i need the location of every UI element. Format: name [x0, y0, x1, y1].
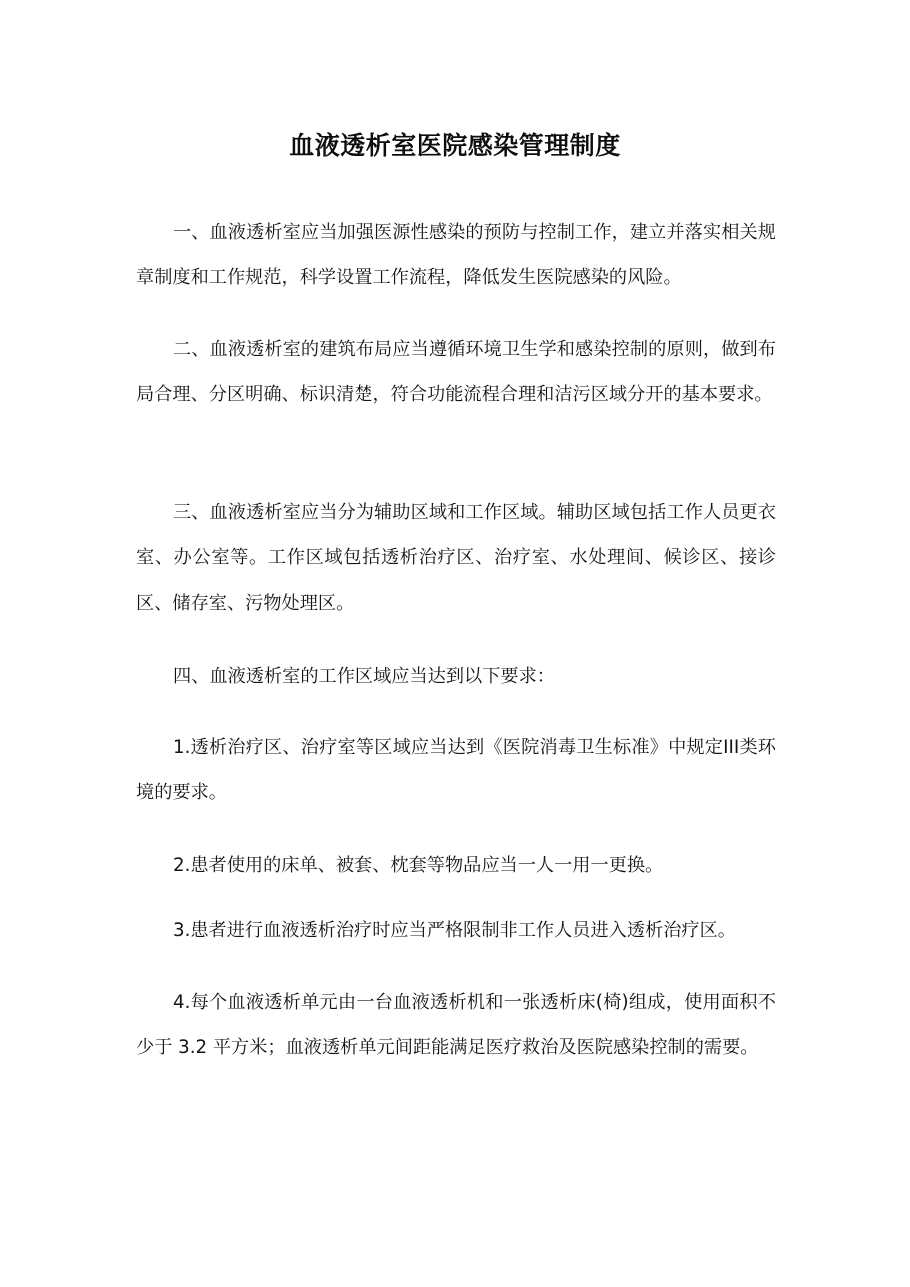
paragraph-4: 四、血液透析室的工作区域应当达到以下要求：: [173, 666, 555, 688]
paragraph-6: 2.患者使用的床单、被套、枕套等物品应当一人一用一更换。: [173, 855, 664, 877]
document-title: 血液透析室医院感染管理制度: [289, 131, 621, 160]
paragraph-5: 1.透析治疗区、治疗室等区域应当达到《医院消毒卫生标准》中规定III类环境的要求。: [136, 737, 776, 804]
paragraph-3: 三、血液透析室应当分为辅助区域和工作区域。辅助区域包括工作人员更衣室、办公室等。工作区域包括透析治疗区、治疗室、水处理间、候诊区、接诊区、储存室、污物处理区。: [136, 502, 776, 614]
paragraph-2: 二、血液透析室的建筑布局应当遵循环境卫生学和感染控制的原则，做到布局合理、分区明确、标识清楚，符合功能流程合理和洁污区域分开的基本要求。: [136, 339, 776, 406]
paragraph-1: 一、血液透析室应当加强医源性感染的预防与控制工作，建立并落实相关规章制度和工作规范，科学设置工作流程，降低发生医院感染的风险。: [136, 222, 776, 289]
paragraph-7: 3.患者进行血液透析治疗时应当严格限制非工作人员进入透析治疗区。: [173, 920, 736, 942]
paragraph-8: 4.每个血液透析单元由一台血液透析机和一张透析床(椅)组成，使用面积不少于 3.2 平方米；血液透析单元间距能满足医疗救治及医院感染控制的需要。: [136, 992, 776, 1059]
